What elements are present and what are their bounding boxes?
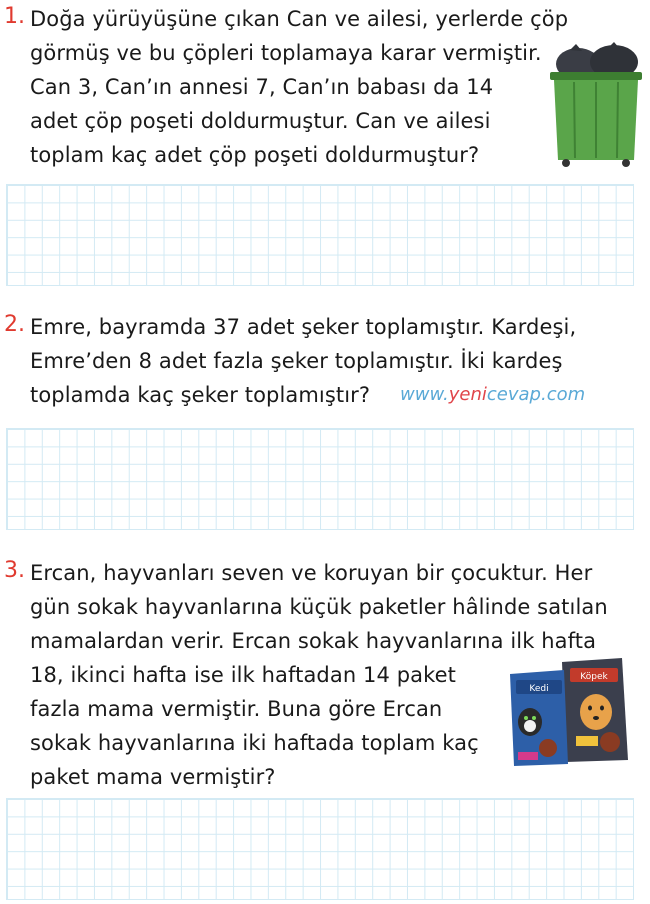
question-line: gün sokak hayvanlarına küçük paketler hâlinde satılan (30, 595, 608, 619)
bag-label-cat: Kedi (529, 684, 549, 694)
question-line: 18, ikinci hafta ise ilk haftadan 14 paket (30, 663, 456, 687)
question-line: toplamda kaç şeker toplamıştır? (30, 383, 371, 407)
watermark (400, 384, 585, 405)
answer-grid[interactable] (6, 184, 634, 286)
question-line: adet çöp poşeti doldurmuştur. Can ve ailesi (30, 109, 491, 133)
question-line: görmüş ve bu çöpleri toplamaya karar vermiştir. (30, 41, 542, 65)
question-line: Emre, bayramda 37 adet şeker toplamıştır. Kardeşi, (30, 315, 577, 339)
question-line: toplam kaç adet çöp poşeti doldurmuştur? (30, 143, 480, 167)
question-line: Emre’den 8 adet fazla şeker toplamıştır. İki kardeş (30, 349, 563, 373)
watermark-prefix: www. (400, 384, 449, 405)
watermark-middle: yeni (448, 384, 487, 405)
question-number: 3. (4, 558, 25, 583)
question-line: Doğa yürüyüşüne çıkan Can ve ailesi, yerlerde çöp (30, 7, 569, 31)
watermark-suffix: cevap.com (486, 384, 586, 405)
question-line: Can 3, Can’ın annesi 7, Can’ın babası da 14 (30, 75, 494, 99)
question-line: Ercan, hayvanları seven ve koruyan bir çocuktur. Her (30, 561, 593, 585)
pet-food-bags-icon (506, 656, 632, 766)
answer-grid[interactable] (6, 428, 634, 530)
garbage-dumpster-icon (548, 42, 644, 168)
question-line: mamalardan verir. Ercan sokak hayvanlarına ilk hafta (30, 629, 597, 653)
question-line: fazla mama vermiştir. Buna göre Ercan (30, 697, 443, 721)
question-number: 2. (4, 312, 25, 337)
answer-grid[interactable] (6, 798, 634, 900)
question-line: paket mama vermiştir? (30, 765, 276, 789)
bag-label-dog: Köpek (580, 672, 608, 682)
question-line: sokak hayvanlarına iki haftada toplam kaç (30, 731, 479, 755)
question-number: 1. (4, 4, 25, 29)
